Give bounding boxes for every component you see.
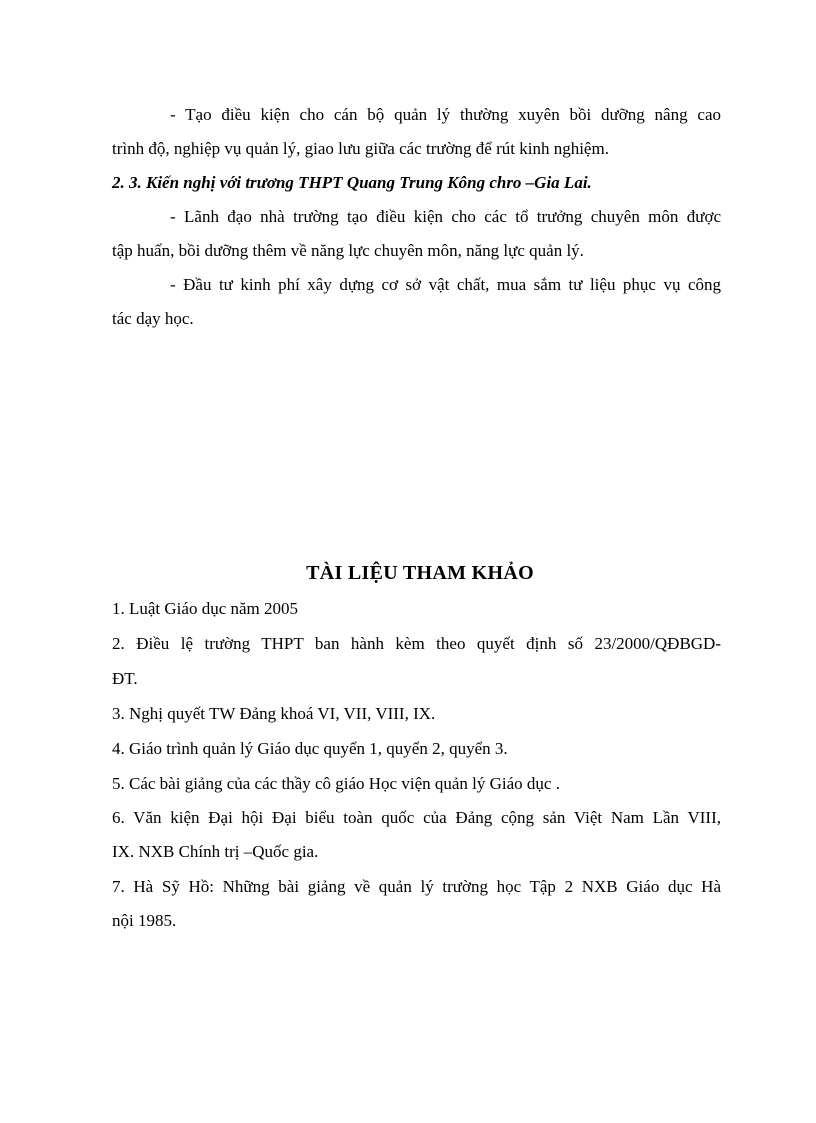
reference-item-continuation: ĐT. (112, 669, 138, 688)
references-title: TÀI LIỆU THAM KHẢO (306, 562, 534, 584)
reference-item: 5. Các bài giảng của các thầy cô giáo Học viện quản lý Giáo dục . (112, 774, 560, 793)
paragraph-line: trình độ, nghiệp vụ quản lý, giao lưu giữa các trường để rút kinh nghiệm. (112, 139, 609, 158)
reference-item: 1. Luật Giáo dục năm 2005 (112, 599, 299, 618)
reference-item: 2. Điều lệ trường THPT ban hành kèm theo quyết định số 23/2000/QĐBGD- (112, 634, 721, 653)
paragraph-line: - Tạo điều kiện cho cán bộ quản lý thường xuyên bồi dưỡng nâng cao (170, 105, 721, 124)
paragraph-line: tập huấn, bồi dưỡng thêm về năng lực chuyên môn, năng lực quản lý. (112, 241, 584, 260)
reference-item-continuation: IX. NXB Chính trị –Quốc gia. (112, 842, 319, 861)
paragraph-line: - Lãnh đạo nhà trường tạo điều kiện cho các tổ trưởng chuyên môn được (170, 207, 721, 226)
reference-item: 3. Nghị quyết TW Đảng khoá VI, VII, VIII, IX. (112, 704, 436, 723)
reference-item-continuation: nội 1985. (112, 911, 177, 930)
reference-item: 4. Giáo trình quản lý Giáo dục quyển 1, quyển 2, quyển 3. (112, 739, 508, 758)
paragraph-line: tác dạy học. (112, 309, 194, 328)
reference-item: 6. Văn kiện Đại hội Đại biểu toàn quốc của Đảng cộng sản Việt Nam Lần VIII, (112, 808, 721, 827)
paragraph-line: - Đầu tư kinh phí xây dựng cơ sở vật chất, mua sắm tư liệu phục vụ công (170, 275, 721, 294)
reference-item: 7. Hà Sỹ Hồ: Những bài giảng về quản lý trường học Tập 2 NXB Giáo dục Hà (112, 877, 721, 896)
section-heading: 2. 3. Kiến nghị với trương THPT Quang Trung Kông chro –Gia Lai. (112, 173, 592, 192)
